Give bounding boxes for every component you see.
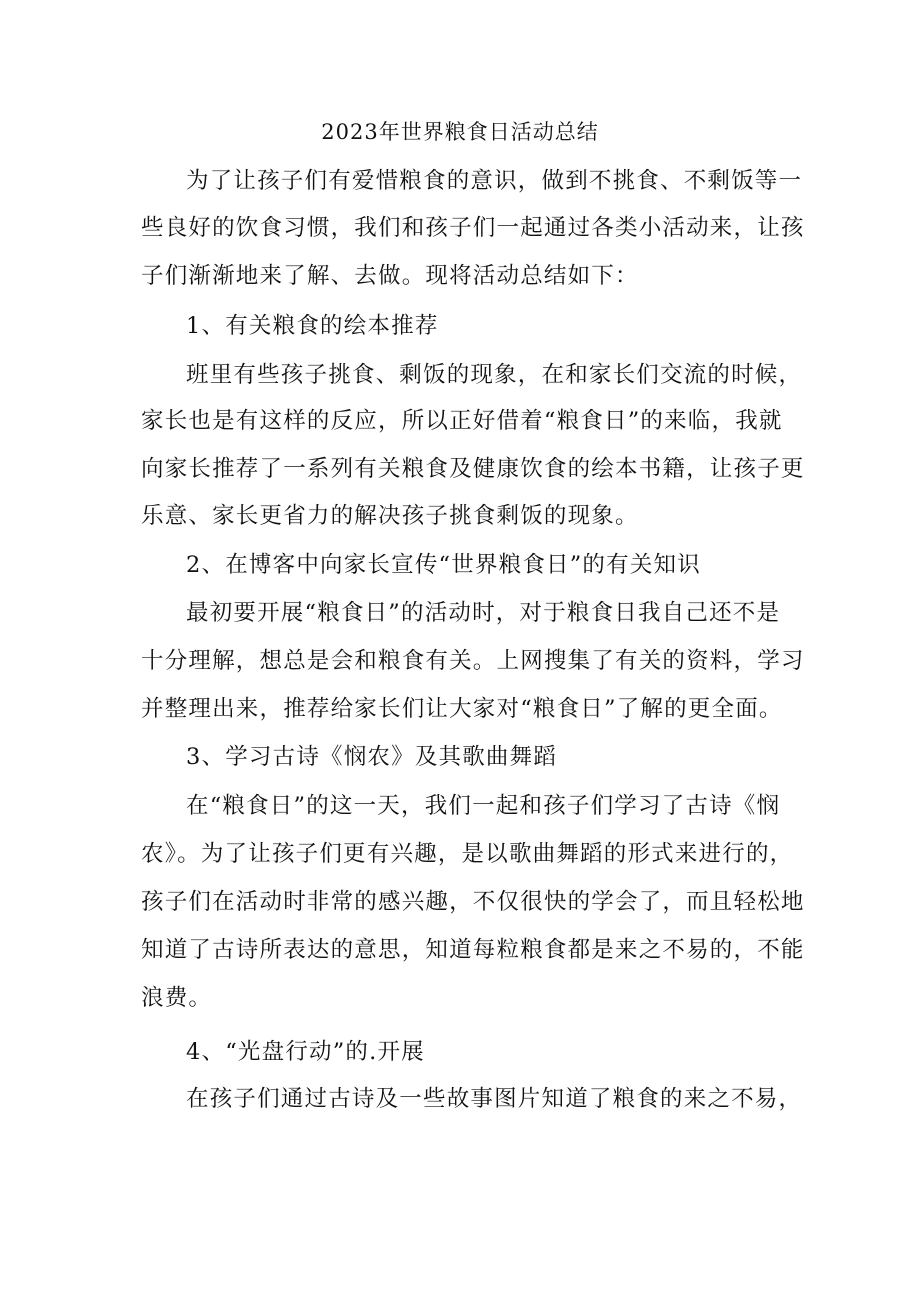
paragraph-line: 家长也是有这样的反应，所以正好借着“粮食日”的来临，我就 [141, 408, 783, 434]
document-title: 2023年世界粮食日活动总结 [321, 120, 599, 144]
paragraph-line: 为了让孩子们有爱惜粮食的意识，做到不挑食、不剩饭等一 [186, 168, 803, 194]
paragraph-line: 孩子们在活动时非常的感兴趣，不仅很快的学会了，而且轻松地 [141, 889, 805, 915]
paragraph-line: 向家长推荐了一系列有关粮食及健康饮食的绘本书籍，让孩子更 [141, 456, 805, 482]
paragraph-line: 并整理出来，推荐给家长们让大家对“粮食日”了解的更全面。 [141, 696, 783, 722]
paragraph-line: 些良好的饮食习惯，我们和孩子们一起通过各类小活动来，让孩 [141, 215, 805, 241]
paragraph-line: 在孩子们通过古诗及一些故事图片知道了粮食的来之不易， [186, 1086, 803, 1112]
section-heading: 2、在博客中向家长宣传“世界粮食日”的有关知识 [186, 552, 701, 578]
paragraph-line: 知道了古诗所表达的意思，知道每粒粮食都是来之不易的，不能 [141, 937, 805, 963]
paragraph-line: 农》。为了让孩子们更有兴趣，是以歌曲舞蹈的形式来进行的， [141, 841, 794, 867]
paragraph-line: 子们渐渐地来了解、去做。现将活动总结如下： [141, 263, 639, 289]
paragraph-line: 浪费。 [141, 985, 213, 1011]
paragraph-line: 十分理解，想总是会和粮食有关。上网搜集了有关的资料，学习 [141, 648, 805, 674]
section-heading: 3、学习古诗《悯农》及其歌曲舞蹈 [186, 744, 558, 770]
paragraph-line: 乐意、家长更省力的解决孩子挑食剩饭的现象。 [141, 503, 639, 529]
paragraph-line: 班里有些孩子挑食、剩饭的现象，在和家长们交流的时候， [186, 362, 803, 388]
paragraph-line: 在“粮食日”的这一天，我们一起和孩子们学习了古诗《悯 [186, 793, 781, 819]
paragraph-line: 最初要开展“粮食日”的活动时，对于粮食日我自己还不是 [186, 600, 781, 626]
section-heading: 1、有关粮食的绘本推荐 [186, 313, 439, 339]
section-heading: 4、“光盘行动”的.开展 [186, 1039, 425, 1065]
